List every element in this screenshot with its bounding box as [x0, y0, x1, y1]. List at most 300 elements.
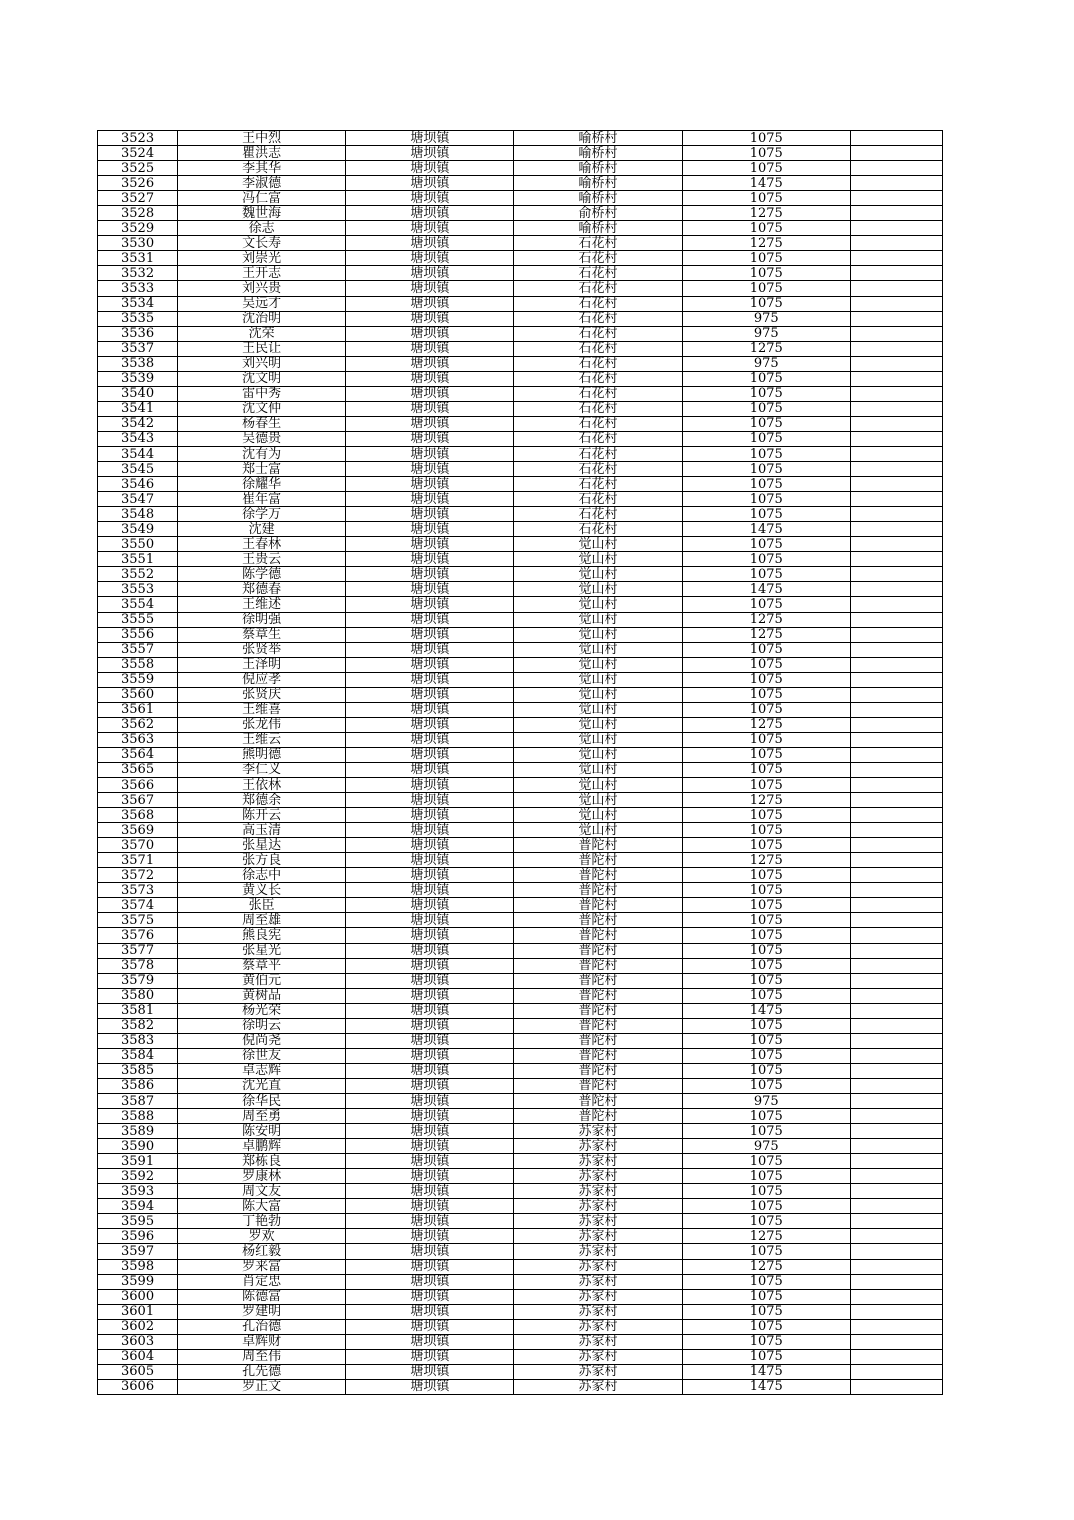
table-row	[98, 221, 943, 236]
amount-cell: 1275	[682, 236, 850, 251]
name-cell: 罗正文	[178, 1379, 346, 1394]
village-cell: 普陀村	[514, 973, 682, 988]
village-cell: 喻桥村	[514, 221, 682, 236]
name-cell: 孔治德	[178, 1319, 346, 1334]
town-cell: 塘坝镇	[346, 416, 514, 431]
remark-cell	[850, 1109, 942, 1124]
amount-cell: 1075	[682, 943, 850, 958]
name-cell: 魏世海	[178, 206, 346, 221]
name-cell: 张星光	[178, 943, 346, 958]
village-cell: 苏家村	[514, 1199, 682, 1214]
remark-cell	[850, 627, 942, 642]
town-cell: 塘坝镇	[346, 1334, 514, 1349]
town-cell: 塘坝镇	[346, 1169, 514, 1184]
table-row	[98, 928, 943, 943]
amount-cell: 1075	[682, 778, 850, 793]
town-cell: 塘坝镇	[346, 326, 514, 341]
village-cell: 苏家村	[514, 1319, 682, 1334]
name-cell: 徐耀华	[178, 477, 346, 492]
village-cell: 苏家村	[514, 1304, 682, 1319]
table-row	[98, 672, 943, 687]
remark-cell	[850, 973, 942, 988]
table-row	[98, 1033, 943, 1048]
town-cell: 塘坝镇	[346, 492, 514, 507]
town-cell: 塘坝镇	[346, 1319, 514, 1334]
row-number-cell: 3562	[98, 717, 178, 732]
town-cell: 塘坝镇	[346, 1274, 514, 1289]
town-cell: 塘坝镇	[346, 552, 514, 567]
name-cell: 沈荣	[178, 326, 346, 341]
name-cell: 沈光直	[178, 1078, 346, 1093]
village-cell: 觉山村	[514, 657, 682, 672]
village-cell: 普陀村	[514, 898, 682, 913]
remark-cell	[850, 1364, 942, 1379]
name-cell: 沈有为	[178, 446, 346, 461]
row-number-cell: 3580	[98, 988, 178, 1003]
village-cell: 觉山村	[514, 582, 682, 597]
amount-cell: 1075	[682, 1048, 850, 1063]
table-row	[98, 853, 943, 868]
row-number-cell: 3581	[98, 1003, 178, 1018]
name-cell: 雷中秀	[178, 386, 346, 401]
village-cell: 喻桥村	[514, 146, 682, 161]
table-row	[98, 371, 943, 386]
amount-cell: 1075	[682, 191, 850, 206]
town-cell: 塘坝镇	[346, 717, 514, 732]
remark-cell	[850, 1124, 942, 1139]
table-body	[98, 131, 943, 1395]
village-cell: 觉山村	[514, 687, 682, 702]
remark-cell	[850, 146, 942, 161]
remark-cell	[850, 567, 942, 582]
name-cell: 李其华	[178, 161, 346, 176]
village-cell: 普陀村	[514, 958, 682, 973]
village-cell: 石花村	[514, 477, 682, 492]
amount-cell: 1275	[682, 1229, 850, 1244]
amount-cell: 1275	[682, 793, 850, 808]
name-cell: 徐志中	[178, 868, 346, 883]
row-number-cell: 3585	[98, 1063, 178, 1078]
table-row	[98, 868, 943, 883]
remark-cell	[850, 1033, 942, 1048]
name-cell: 李淑德	[178, 176, 346, 191]
remark-cell	[850, 311, 942, 326]
town-cell: 塘坝镇	[346, 928, 514, 943]
row-number-cell: 3599	[98, 1274, 178, 1289]
remark-cell	[850, 1184, 942, 1199]
remark-cell	[850, 176, 942, 191]
remark-cell	[850, 958, 942, 973]
row-number-cell: 3593	[98, 1184, 178, 1199]
table-row	[98, 146, 943, 161]
row-number-cell: 3539	[98, 371, 178, 386]
name-cell: 刘兴明	[178, 356, 346, 371]
table-row	[98, 161, 943, 176]
village-cell: 普陀村	[514, 838, 682, 853]
remark-cell	[850, 1199, 942, 1214]
amount-cell: 1475	[682, 1364, 850, 1379]
remark-cell	[850, 1169, 942, 1184]
town-cell: 塘坝镇	[346, 657, 514, 672]
row-number-cell: 3541	[98, 401, 178, 416]
row-number-cell: 3584	[98, 1048, 178, 1063]
village-cell: 喻桥村	[514, 191, 682, 206]
remark-cell	[850, 642, 942, 657]
table-row	[98, 462, 943, 477]
remark-cell	[850, 1379, 942, 1394]
remark-cell	[850, 1063, 942, 1078]
row-number-cell: 3569	[98, 823, 178, 838]
village-cell: 苏家村	[514, 1259, 682, 1274]
amount-cell: 1075	[682, 266, 850, 281]
town-cell: 塘坝镇	[346, 868, 514, 883]
name-cell: 郑德春	[178, 582, 346, 597]
row-number-cell: 3596	[98, 1229, 178, 1244]
amount-cell: 1075	[682, 973, 850, 988]
table-row	[98, 1184, 943, 1199]
row-number-cell: 3545	[98, 462, 178, 477]
remark-cell	[850, 221, 942, 236]
town-cell: 塘坝镇	[346, 371, 514, 386]
village-cell: 普陀村	[514, 1003, 682, 1018]
name-cell: 蔡章平	[178, 958, 346, 973]
row-number-cell: 3559	[98, 672, 178, 687]
village-cell: 普陀村	[514, 988, 682, 1003]
amount-cell: 1275	[682, 853, 850, 868]
town-cell: 塘坝镇	[346, 778, 514, 793]
remark-cell	[850, 507, 942, 522]
name-cell: 徐世友	[178, 1048, 346, 1063]
remark-cell	[850, 1048, 942, 1063]
town-cell: 塘坝镇	[346, 1048, 514, 1063]
amount-cell: 975	[682, 326, 850, 341]
data-table	[97, 130, 943, 1395]
village-cell: 觉山村	[514, 612, 682, 627]
amount-cell: 1475	[682, 582, 850, 597]
town-cell: 塘坝镇	[346, 311, 514, 326]
remark-cell	[850, 1334, 942, 1349]
row-number-cell: 3537	[98, 341, 178, 356]
table-row	[98, 1124, 943, 1139]
town-cell: 塘坝镇	[346, 1018, 514, 1033]
table-row	[98, 1364, 943, 1379]
village-cell: 石花村	[514, 386, 682, 401]
name-cell: 王依林	[178, 778, 346, 793]
table-row	[98, 431, 943, 446]
remark-cell	[850, 808, 942, 823]
amount-cell: 1075	[682, 1289, 850, 1304]
town-cell: 塘坝镇	[346, 1289, 514, 1304]
table-row	[98, 251, 943, 266]
table-row	[98, 341, 943, 356]
amount-cell: 1075	[682, 1334, 850, 1349]
table-row	[98, 266, 943, 281]
remark-cell	[850, 672, 942, 687]
amount-cell: 1075	[682, 477, 850, 492]
row-number-cell: 3598	[98, 1259, 178, 1274]
remark-cell	[850, 1319, 942, 1334]
table-row	[98, 191, 943, 206]
row-number-cell: 3571	[98, 853, 178, 868]
table-row	[98, 597, 943, 612]
table-row	[98, 823, 943, 838]
village-cell: 苏家村	[514, 1214, 682, 1229]
amount-cell: 1075	[682, 838, 850, 853]
remark-cell	[850, 1304, 942, 1319]
name-cell: 丁艳勃	[178, 1214, 346, 1229]
table-row	[98, 988, 943, 1003]
remark-cell	[850, 943, 942, 958]
name-cell: 张星达	[178, 838, 346, 853]
row-number-cell: 3525	[98, 161, 178, 176]
town-cell: 塘坝镇	[346, 973, 514, 988]
village-cell: 普陀村	[514, 943, 682, 958]
name-cell: 黄树品	[178, 988, 346, 1003]
row-number-cell: 3548	[98, 507, 178, 522]
amount-cell: 1275	[682, 206, 850, 221]
table-row	[98, 1003, 943, 1018]
amount-cell: 1075	[682, 251, 850, 266]
amount-cell: 1075	[682, 131, 850, 146]
row-number-cell: 3558	[98, 657, 178, 672]
town-cell: 塘坝镇	[346, 1139, 514, 1154]
town-cell: 塘坝镇	[346, 913, 514, 928]
table-row	[98, 913, 943, 928]
row-number-cell: 3543	[98, 431, 178, 446]
table-row	[98, 416, 943, 431]
town-cell: 塘坝镇	[346, 251, 514, 266]
amount-cell: 1075	[682, 898, 850, 913]
amount-cell: 1075	[682, 1349, 850, 1364]
town-cell: 塘坝镇	[346, 356, 514, 371]
amount-cell: 1075	[682, 672, 850, 687]
amount-cell: 1075	[682, 431, 850, 446]
village-cell: 觉山村	[514, 642, 682, 657]
name-cell: 徐华民	[178, 1094, 346, 1109]
table-row	[98, 582, 943, 597]
name-cell: 杨光荣	[178, 1003, 346, 1018]
remark-cell	[850, 266, 942, 281]
village-cell: 苏家村	[514, 1334, 682, 1349]
name-cell: 倪应孝	[178, 672, 346, 687]
table-row	[98, 1214, 943, 1229]
name-cell: 文长寿	[178, 236, 346, 251]
village-cell: 苏家村	[514, 1364, 682, 1379]
remark-cell	[850, 281, 942, 296]
village-cell: 觉山村	[514, 552, 682, 567]
name-cell: 黄义长	[178, 883, 346, 898]
table-row	[98, 1094, 943, 1109]
amount-cell: 1075	[682, 1319, 850, 1334]
table-row	[98, 477, 943, 492]
remark-cell	[850, 868, 942, 883]
amount-cell: 1075	[682, 913, 850, 928]
amount-cell: 1075	[682, 146, 850, 161]
town-cell: 塘坝镇	[346, 221, 514, 236]
amount-cell: 1075	[682, 1033, 850, 1048]
village-cell: 觉山村	[514, 823, 682, 838]
village-cell: 苏家村	[514, 1184, 682, 1199]
name-cell: 徐志	[178, 221, 346, 236]
name-cell: 张贤庆	[178, 687, 346, 702]
remark-cell	[850, 522, 942, 537]
table-row	[98, 1259, 943, 1274]
row-number-cell: 3527	[98, 191, 178, 206]
amount-cell: 1475	[682, 1003, 850, 1018]
village-cell: 觉山村	[514, 747, 682, 762]
town-cell: 塘坝镇	[346, 883, 514, 898]
town-cell: 塘坝镇	[346, 236, 514, 251]
name-cell: 卓辉财	[178, 1334, 346, 1349]
name-cell: 郑士富	[178, 462, 346, 477]
row-number-cell: 3556	[98, 627, 178, 642]
village-cell: 苏家村	[514, 1229, 682, 1244]
remark-cell	[850, 552, 942, 567]
remark-cell	[850, 191, 942, 206]
row-number-cell: 3551	[98, 552, 178, 567]
village-cell: 普陀村	[514, 1048, 682, 1063]
remark-cell	[850, 853, 942, 868]
table-row	[98, 1289, 943, 1304]
town-cell: 塘坝镇	[346, 1199, 514, 1214]
amount-cell: 1475	[682, 1379, 850, 1394]
remark-cell	[850, 732, 942, 747]
table-row	[98, 131, 943, 146]
row-number-cell: 3534	[98, 296, 178, 311]
village-cell: 普陀村	[514, 868, 682, 883]
town-cell: 塘坝镇	[346, 838, 514, 853]
table-row	[98, 1319, 943, 1334]
town-cell: 塘坝镇	[346, 1229, 514, 1244]
village-cell: 普陀村	[514, 1094, 682, 1109]
town-cell: 塘坝镇	[346, 808, 514, 823]
row-number-cell: 3606	[98, 1379, 178, 1394]
town-cell: 塘坝镇	[346, 522, 514, 537]
table-row	[98, 386, 943, 401]
remark-cell	[850, 537, 942, 552]
town-cell: 塘坝镇	[346, 642, 514, 657]
name-cell: 熊明德	[178, 747, 346, 762]
row-number-cell: 3586	[98, 1078, 178, 1093]
amount-cell: 1075	[682, 1063, 850, 1078]
name-cell: 刘兴贵	[178, 281, 346, 296]
row-number-cell: 3568	[98, 808, 178, 823]
remark-cell	[850, 341, 942, 356]
row-number-cell: 3524	[98, 146, 178, 161]
row-number-cell: 3575	[98, 913, 178, 928]
village-cell: 石花村	[514, 431, 682, 446]
table-row	[98, 702, 943, 717]
remark-cell	[850, 446, 942, 461]
amount-cell: 1075	[682, 507, 850, 522]
remark-cell	[850, 838, 942, 853]
table-row	[98, 492, 943, 507]
table-row	[98, 1229, 943, 1244]
amount-cell: 1075	[682, 1184, 850, 1199]
town-cell: 塘坝镇	[346, 281, 514, 296]
remark-cell	[850, 1274, 942, 1289]
town-cell: 塘坝镇	[346, 1244, 514, 1259]
town-cell: 塘坝镇	[346, 943, 514, 958]
row-number-cell: 3532	[98, 266, 178, 281]
town-cell: 塘坝镇	[346, 672, 514, 687]
amount-cell: 1075	[682, 642, 850, 657]
name-cell: 冯仁富	[178, 191, 346, 206]
name-cell: 周文友	[178, 1184, 346, 1199]
amount-cell: 1275	[682, 341, 850, 356]
village-cell: 普陀村	[514, 853, 682, 868]
row-number-cell: 3565	[98, 762, 178, 777]
town-cell: 塘坝镇	[346, 1349, 514, 1364]
row-number-cell: 3587	[98, 1094, 178, 1109]
amount-cell: 1075	[682, 537, 850, 552]
town-cell: 塘坝镇	[346, 1364, 514, 1379]
village-cell: 觉山村	[514, 672, 682, 687]
village-cell: 石花村	[514, 401, 682, 416]
remark-cell	[850, 1349, 942, 1364]
village-cell: 石花村	[514, 281, 682, 296]
row-number-cell: 3552	[98, 567, 178, 582]
amount-cell: 1075	[682, 958, 850, 973]
village-cell: 喻桥村	[514, 176, 682, 191]
table-row	[98, 401, 943, 416]
table-row	[98, 522, 943, 537]
table-row	[98, 1169, 943, 1184]
table-row	[98, 778, 943, 793]
row-number-cell: 3590	[98, 1139, 178, 1154]
table-row	[98, 296, 943, 311]
village-cell: 觉山村	[514, 627, 682, 642]
amount-cell: 1075	[682, 657, 850, 672]
village-cell: 苏家村	[514, 1124, 682, 1139]
amount-cell: 1075	[682, 281, 850, 296]
town-cell: 塘坝镇	[346, 853, 514, 868]
village-cell: 石花村	[514, 416, 682, 431]
name-cell: 罗建明	[178, 1304, 346, 1319]
row-number-cell: 3542	[98, 416, 178, 431]
town-cell: 塘坝镇	[346, 747, 514, 762]
name-cell: 崔年富	[178, 492, 346, 507]
name-cell: 熊良宪	[178, 928, 346, 943]
town-cell: 塘坝镇	[346, 296, 514, 311]
name-cell: 徐学万	[178, 507, 346, 522]
village-cell: 普陀村	[514, 1063, 682, 1078]
town-cell: 塘坝镇	[346, 1109, 514, 1124]
remark-cell	[850, 778, 942, 793]
name-cell: 张臣	[178, 898, 346, 913]
table-row	[98, 206, 943, 221]
amount-cell: 1075	[682, 1274, 850, 1289]
amount-cell: 1075	[682, 386, 850, 401]
remark-cell	[850, 161, 942, 176]
row-number-cell: 3550	[98, 537, 178, 552]
name-cell: 王春林	[178, 537, 346, 552]
name-cell: 蔡章生	[178, 627, 346, 642]
table-row	[98, 1304, 943, 1319]
row-number-cell: 3561	[98, 702, 178, 717]
village-cell: 普陀村	[514, 1078, 682, 1093]
name-cell: 王维喜	[178, 702, 346, 717]
row-number-cell: 3576	[98, 928, 178, 943]
remark-cell	[850, 416, 942, 431]
amount-cell: 1075	[682, 928, 850, 943]
row-number-cell: 3602	[98, 1319, 178, 1334]
village-cell: 普陀村	[514, 1018, 682, 1033]
remark-cell	[850, 1259, 942, 1274]
row-number-cell: 3600	[98, 1289, 178, 1304]
name-cell: 刘崇光	[178, 251, 346, 266]
village-cell: 石花村	[514, 266, 682, 281]
